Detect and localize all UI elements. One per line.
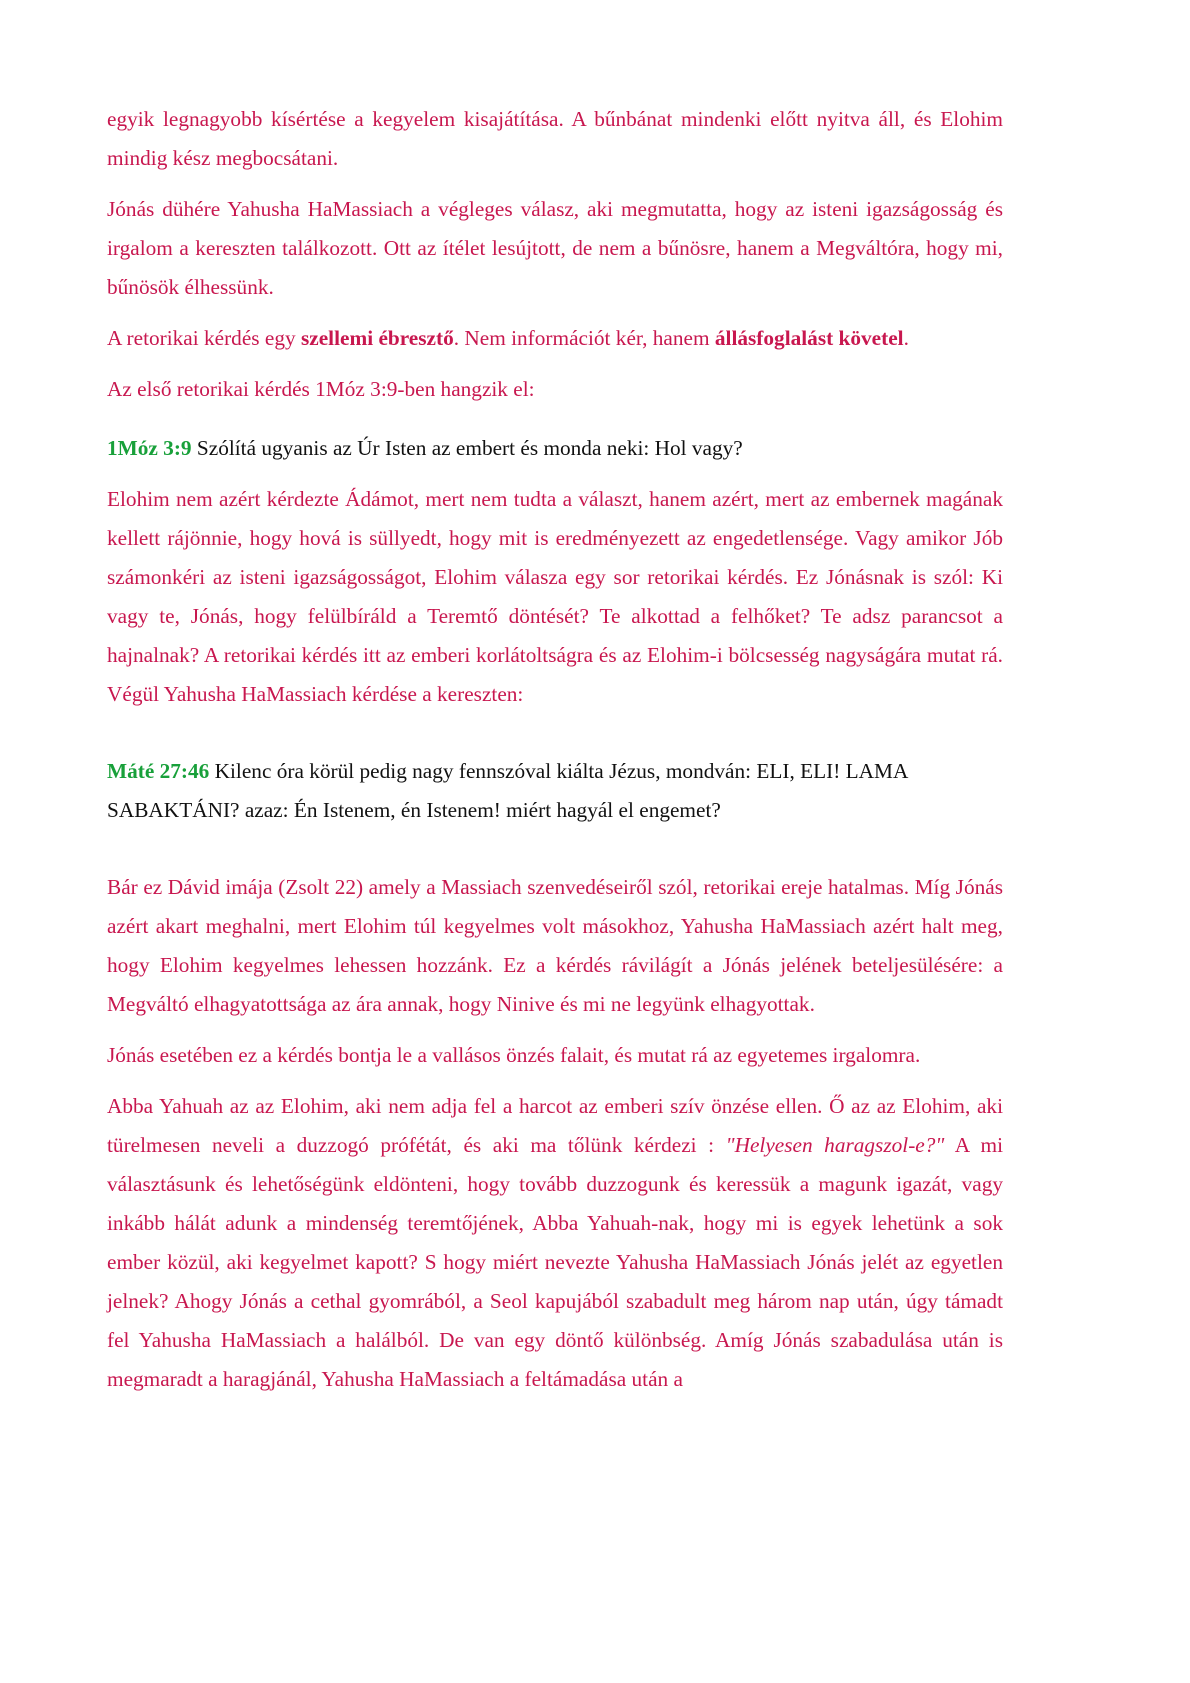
paragraph-abba-yahuah	[107, 1087, 1003, 1399]
bold-phrase-spiritual-awakener: szellemi ébresztő	[300, 326, 454, 350]
paragraph-jonah-anger: Jónás dühére Yahusha HaMassiach a végleges válasz, aki megmutatta, hogy az isteni igazságosság és irgalom a kereszten találkozott. Ott az ítélet lesújtott, de nem a bűnösre, hanem a Megváltóra, hogy mi, bűnösök élhessünk.	[107, 197, 1003, 299]
paragraph-first-question-intro: Az első retorikai kérdés 1Móz 3:9-ben hangzik el:	[107, 377, 535, 401]
verse-text: Szólítá ugyanis az Úr Isten az embert és monda neki: Hol vagy?	[191, 436, 743, 460]
paragraph-rhetorical-question	[107, 319, 1003, 358]
verse-genesis-3-9	[107, 429, 1003, 468]
bold-phrase-demands-stance: állásfoglalást követel	[714, 326, 904, 350]
text-segment: .	[903, 326, 909, 350]
document-page	[107, 100, 1003, 1411]
text-segment: A mi választásunk és lehetőségünk eldönteni, hogy tovább duzzogunk és keressük a magunk igazát, vagy inkább hálát adunk a mindenség teremtőjének, Abba Yahuah-nak, hogy mi is egyek lehetünk a sok ember közül, aki kegyelmet kapott? S hogy miért nevezte Yahusha HaMassiach Jónás jelét az egyetlen jelnek? Ahogy Jónás a cethal gyomrából, a Seol kapujából szabadult meg három nap után, úgy támadt fel Yahusha HaMassiach a halálból. De van egy döntő különbség. Amíg Jónás szabadulása után is megmaradt a haragjánál, Yahusha HaMassiach a feltámadása után a	[107, 1133, 1003, 1391]
verse-matthew-27-46	[107, 752, 1003, 830]
verse-reference: 1Móz 3:9	[107, 436, 192, 460]
text-segment: A retorikai kérdés egy	[107, 326, 301, 350]
verse-reference: Máté 27:46	[107, 759, 210, 783]
paragraph-grace-temptation: egyik legnagyobb kísértése a kegyelem kisajátítása. A bűnbánat mindenki előtt nyitva áll, és Elohim mindig kész megbocsátani.	[107, 107, 1003, 170]
verse-text: Kilenc óra körül pedig nagy fennszóval kiálta Jézus, mondván: ELI, ELI! LAMA SABAKTÁNI? azaz: Én Istenem, én Istenem! miért hagyál el engemet?	[107, 759, 908, 822]
paragraph-elohim-adam: Elohim nem azért kérdezte Ádámot, mert nem tudta a választ, hanem azért, mert az embernek magának kellett rájönnie, hogy hová is süllyedt, hogy mit is eredményezett az engedetlensége. Vagy amikor Jób számonkéri az isteni igazságosságot, Elohim válasza egy sor retorikai kérdés. Ez Jónásnak is szól: Ki vagy te, Jónás, hogy felülbíráld a Teremtő döntését? Te alkottad a felhőket? Te adsz parancsot a hajnalnak? A retorikai kérdés itt az emberi korlátoltságra és az Elohim-i bölcsesség nagyságára mutat rá. Végül Yahusha HaMassiach kérdése a kereszten:	[107, 487, 1003, 706]
italic-quote: "Helyesen haragszol-e?"	[725, 1133, 945, 1157]
paragraph-jonah-case: Jónás esetében ez a kérdés bontja le a vallásos önzés falait, és mutat rá az egyetemes irgalomra.	[107, 1043, 921, 1067]
text-segment: Abba Yahuah az az Elohim, aki nem adja fel a harcot az emberi szív önzése ellen. Ő az az Elohim, aki türelmesen neveli a duzzogó prófétát, és aki ma tőlünk kérdezi :	[107, 1094, 1003, 1157]
text-segment: . Nem információt kér, hanem	[453, 326, 715, 350]
paragraph-david-prayer: Bár ez Dávid imája (Zsolt 22) amely a Massiach szenvedéseiről szól, retorikai ereje hatalmas. Míg Jónás azért akart meghalni, mert Elohim túl kegyelmes volt másokhoz, Yahusha HaMassiach azért halt meg, hogy Elohim kegyelmes lehessen hozzánk. Ez a kérdés rávilágít a Jónás jelének beteljesülésére: a Megváltó elhagyatottsága az ára annak, hogy Ninive és mi ne legyünk elhagyottak.	[107, 875, 1003, 1016]
